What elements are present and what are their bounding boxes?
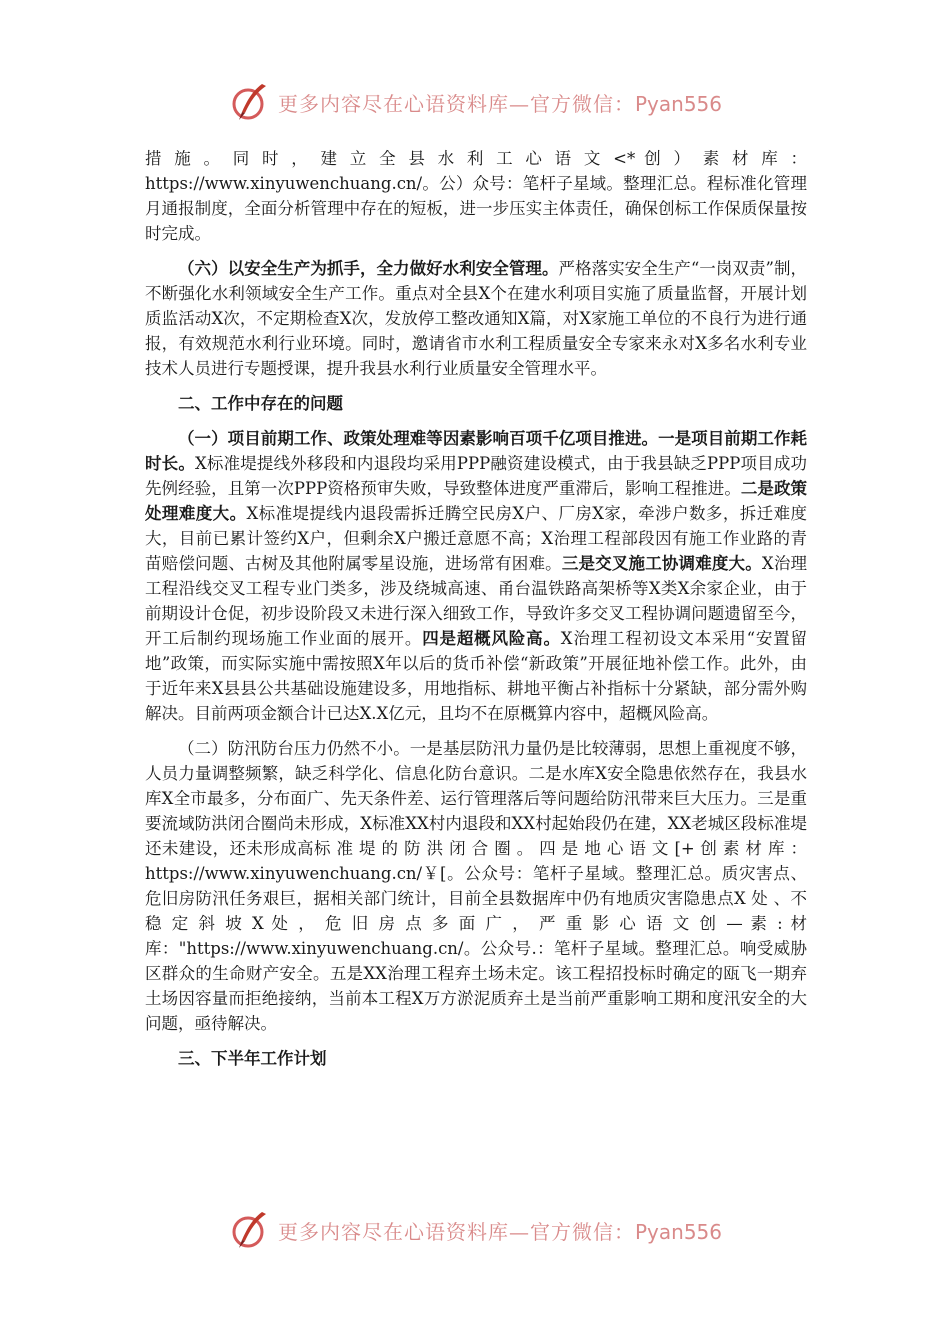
paragraph — [145, 146, 807, 246]
document-body — [145, 146, 807, 1071]
text-run: 措 施 。 同 时 ， 建 立 全 县 水 利 工 心 语 文 <* 创 ） 素 材 库 ： https://www.xinyuwenchuang.cn/。公）众号：笔杆子星域。整理汇总。程标准化管理月通报制度，全面分析管理中存在的短板，进一步压实主体责任，确保创标工作保质保量按时完成。 — [145, 149, 807, 243]
paragraph — [145, 736, 807, 1036]
bold-run: 三、下半年工作计划 — [178, 1049, 327, 1068]
bold-run: （一）项目前期工作、政策处理难等因素影响百项千亿项目推进。一是项目前期工作耗时长。 — [145, 429, 807, 473]
text-run: X标准堤提线外移段和内退段均采用PPP融资建设模式，由于我县缺乏PPP项目成功先例经验，且第一次PPP资格预审失败，导致整体进度严重滞后，影响工程推进。 — [145, 454, 808, 498]
text-run: （二）防汛防台压力仍然不小。一是基层防汛力量仍是比较薄弱，思想上重视度不够，人员力量调整频繁，缺乏科学化、信息化防台意识。二是水库X安全隐患依然存在，我县水库X全市最多，分布面广、先天条件差、运行管理落后等问题给防汛带来巨大压力。三是重要流域防洪闭合圈尚未形成，X标准XX村内退段和XX村起始段仍在建，XX老城区段标准堤还未建设，还未形成高标 准 堤 的 防 洪 闭 合 圈 。 四 是 地 心 语 文 [+ 创 素 材 库 ： https://www.xinyuwenchuang.cn/￥[。公众号：笔杆子星域。整理汇总。质灾害点、危旧房防汛任务艰巨，据相关部门统计，目前全县数据库中仍有地质灾害隐患点X 处 、不 稳 定 斜 坡 X 处 ， 危 旧 房 点 多 面 广 ， 严 重 影 心 语 文 创 — 素 : 材库："https://www.xinyuwenchuang.cn/。公众号.：笔杆子星域。整理汇总。响受威胁区群众的生命财产安全。五是XX治理工程弃土场未定。该工程招投标时确定的瓯飞一期弃土场因容量而拒绝接纳，当前本工程X万方淤泥质弃土是当前严重影响工期和度汛安全的大问题，亟待解决。 — [145, 739, 807, 1033]
text-run: X治理工程初设文本采用“安置留地”政策，而实际实施中需按照X年以后的货币补偿“新政策”开展征地补偿工作。此外，由于近年来X县县公共基础设施建设多，用地指标、耕地平衡占补指标十分紧缺，部分需外购解决。目前两项金额合计已达X.X亿元，且均不在原概算内容中，超概风险高。 — [145, 629, 807, 723]
banner-text: 更多内容尽在心语资料库—官方微信：Pyan556 — [277, 91, 722, 116]
bold-run: 二是政策处理难度大。 — [145, 479, 808, 523]
paragraph — [145, 426, 807, 726]
bold-run: 三是交叉施工协调难度大。 — [561, 554, 762, 573]
bold-run: 二、工作中存在的问题 — [178, 394, 343, 413]
section-heading — [145, 1046, 807, 1071]
wechat-id: Pyan556 — [634, 1219, 722, 1244]
header-banner — [0, 80, 950, 124]
text-run: X标准堤提线内退段需拆迁腾空民房X户、厂房X家，牵涉户数多，拆迁难度大，目前已累计签约X户，但剩余X户搬迁意愿不高；X治理工程部段因有施工作业路的青苗赔偿问题、古树及其他附属零星设施，进场常有困难。 — [145, 504, 807, 573]
section-heading — [145, 391, 807, 416]
bold-run: 四是超概风险高。 — [422, 629, 561, 648]
bold-run: （六）以安全生产为抓手，全力做好水利安全管理。 — [178, 259, 559, 278]
footer-banner — [0, 1208, 950, 1252]
text-run: X治理工程沿线交叉工程专业门类多，涉及绕城高速、甬台温铁路高架桥等X类X余家企业，由于前期设计仓促，初步设阶段又未进行深入细致工作，导致许多交叉工程协调问题遗留至今，开工后制约现场施工作业面的展开。 — [145, 554, 807, 648]
wechat-id: Pyan556 — [634, 91, 722, 116]
text-run: 严格落实安全生产“一岗双责”制，不断强化水利领域安全生产工作。重点对全县X个在建水利项目实施了质量监督，开展计划质监活动X次，不定期检查X次，发放停工整改通知X篇，对X家施工单位的不良行为进行通报，有效规范水利行业环境。同时，邀请省市水利工程质量安全专家来永对X多名水利专业技术人员进行专题授课，提升我县水利行业质量安全管理水平。 — [145, 259, 807, 378]
quill-logo-icon — [228, 80, 272, 124]
paragraph — [145, 256, 807, 381]
banner-text: 更多内容尽在心语资料库—官方微信：Pyan556 — [277, 1219, 722, 1244]
quill-logo-icon — [228, 1208, 272, 1252]
